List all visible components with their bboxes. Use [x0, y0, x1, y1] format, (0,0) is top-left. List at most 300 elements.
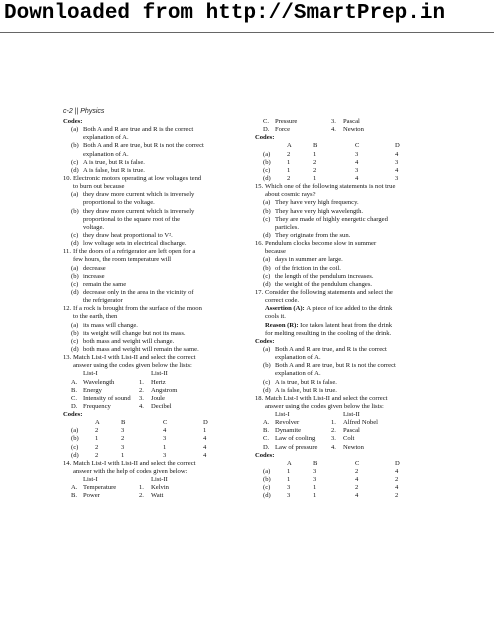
option-text: Both A and R are true, but R is not the correct [275, 362, 396, 370]
code-cell: 2 [395, 476, 399, 484]
answer-option [63, 167, 244, 175]
list-1-item: Force [275, 126, 291, 134]
option-continued [255, 370, 434, 378]
option-label: (d) [263, 280, 271, 288]
list-2-number: 2. [139, 386, 144, 394]
list-1-item: Pressure [275, 118, 298, 125]
answer-option [255, 379, 434, 387]
code-cell: 3 [313, 476, 317, 484]
option-text: the length of the pendulum increases. [275, 272, 374, 280]
codes-heading [63, 411, 244, 419]
option-label: (b) [263, 362, 271, 370]
question-text: cools it. [265, 313, 286, 321]
codes-heading [255, 134, 434, 142]
option-continued [63, 216, 244, 224]
code-cell: C [163, 419, 168, 427]
list-1-letter: C. [263, 118, 270, 125]
list-1-item: Intensity of sound [83, 394, 131, 402]
question-continued [63, 362, 244, 370]
question-text: Which one of the following statements is not true [265, 183, 396, 191]
list-1-item: Revolver [275, 419, 300, 427]
question-number: 16. [255, 240, 264, 248]
list-row [63, 379, 244, 387]
option-label: (b) [263, 264, 271, 272]
answer-option [63, 191, 244, 199]
option-text: voltage. [83, 223, 105, 231]
question-text: Match List-I with List-II and select the correct [73, 459, 196, 467]
question [255, 183, 434, 191]
option-text: explanation of A. [275, 354, 321, 362]
list-2-item: Kelvin [151, 484, 169, 492]
list-1-letter: D. [71, 402, 78, 410]
option-label: (c) [71, 337, 79, 345]
list-row [255, 419, 434, 427]
option-label: (c) [263, 272, 271, 280]
answer-option [255, 208, 434, 216]
option-text: Both A and R are true, and R is the correct [275, 345, 387, 353]
code-cell: (b) [263, 476, 271, 484]
question [63, 305, 244, 313]
code-cell: (d) [263, 174, 271, 182]
codes-label: Codes: [255, 337, 275, 345]
option-continued [255, 354, 434, 362]
code-cell: 1 [313, 174, 317, 182]
code-row [63, 452, 244, 460]
download-banner [0, 0, 494, 34]
code-cell: 4 [395, 468, 399, 476]
codes-heading [255, 338, 434, 346]
option-text: of the friction in the coil. [275, 264, 341, 272]
option-text: They are made of highly energetic charged [275, 215, 388, 223]
list-1-letter: A. [71, 484, 78, 492]
list-row [63, 403, 244, 411]
code-cell: 2 [287, 174, 291, 182]
question-number: 14. [63, 459, 72, 467]
list-2-item: Watt [151, 492, 164, 500]
code-cell: 2 [313, 158, 317, 166]
code-cell: 4 [395, 484, 399, 492]
list-2-item: Colt [343, 435, 355, 443]
code-row [255, 151, 434, 159]
option-label: (c) [71, 158, 79, 166]
option-label: (c) [71, 231, 79, 239]
list-2-item: Newton [343, 126, 364, 134]
code-cell: 4 [163, 427, 167, 435]
code-cell: 1 [313, 150, 317, 158]
code-cell: C [355, 459, 360, 467]
list-1-heading: List-I [83, 476, 98, 484]
answer-option [255, 362, 434, 370]
left-column [63, 118, 244, 501]
question-text: Electronic motors operating at low voltages tend [73, 174, 202, 182]
list-1-letter: C. [263, 435, 270, 443]
code-cell: 4 [203, 435, 207, 443]
list-2-number: 1. [139, 484, 144, 492]
option-text: the refrigerator [83, 297, 123, 305]
right-column [255, 118, 434, 501]
option-text: A is false, but R is true. [275, 386, 337, 394]
question-continued [255, 330, 434, 338]
code-cell: 4 [395, 150, 399, 158]
code-cell: (a) [263, 468, 271, 476]
list-1-letter: D. [263, 126, 270, 134]
answer-option [63, 273, 244, 281]
question-continued [255, 297, 434, 305]
code-cell: 1 [203, 427, 207, 435]
option-text: increase [83, 272, 105, 280]
list-row [63, 484, 244, 492]
code-cell: (d) [71, 451, 79, 459]
question-text: Match List-I with List-II and select the correct [265, 394, 388, 402]
list-2-item: Angstrom [151, 386, 178, 394]
option-label: (a) [71, 264, 79, 272]
list-2-item: Decibel [151, 402, 172, 410]
list-1-heading: List-I [83, 370, 98, 378]
question-continued [63, 468, 244, 476]
option-label: (a) [71, 126, 79, 134]
code-row [255, 159, 434, 167]
option-label: (b) [71, 272, 79, 280]
answer-option [255, 346, 434, 354]
list-1-letter: A. [263, 419, 270, 427]
code-cell: 1 [313, 484, 317, 492]
list-2-item: Newton [343, 443, 364, 451]
question-text: Consider the following statements and select the [265, 288, 393, 296]
assertion-line [255, 305, 434, 313]
question-continued [63, 256, 244, 264]
code-cell: 3 [163, 435, 167, 443]
list-2-number: 4. [331, 126, 336, 134]
code-row [63, 419, 244, 427]
code-cell: A [287, 459, 292, 467]
answer-option [255, 281, 434, 289]
question [255, 289, 434, 297]
answer-option [255, 273, 434, 281]
question-text: Match List-I with List-II and select the correct [73, 354, 196, 362]
banner-text: Downloaded from http://SmartPrep.in [4, 2, 446, 25]
option-text: proportional to the voltage. [83, 199, 155, 207]
list-header [255, 411, 434, 419]
option-text: particles. [275, 223, 299, 231]
code-cell: C [355, 142, 360, 150]
code-row [255, 468, 434, 476]
option-text: its mass will change. [83, 321, 138, 329]
code-cell: 4 [355, 158, 359, 166]
list-2-heading: List-II [343, 411, 360, 419]
code-row [63, 435, 244, 443]
code-cell: 1 [287, 158, 291, 166]
code-cell: 1 [313, 492, 317, 500]
answer-option [255, 387, 434, 395]
code-cell: 1 [287, 476, 291, 484]
code-row [255, 142, 434, 150]
question-text: for melting resulting in the cooling of the drink. [265, 329, 392, 337]
option-text: Both A and R are true and R is the correct [83, 126, 194, 134]
code-row [255, 484, 434, 492]
list-2-number: 2. [139, 492, 144, 500]
code-cell: 2 [355, 484, 359, 492]
code-row [255, 175, 434, 183]
list-1-item: Energy [83, 386, 102, 394]
answer-option [63, 208, 244, 216]
answer-option [63, 142, 244, 150]
list-2-number: 3. [331, 435, 336, 443]
question [63, 460, 244, 468]
option-label: (a) [263, 345, 271, 353]
assertion-label: Assertion (A): [265, 305, 307, 313]
question-continued [63, 313, 244, 321]
question-text: few hours, the room temperature will [73, 256, 172, 264]
list-2-item: Joule [151, 394, 165, 402]
option-text: explanation of A. [83, 134, 129, 142]
answer-option [63, 159, 244, 167]
list-1-item: Wavelength [83, 378, 115, 386]
question-continued [255, 191, 434, 199]
question-text: to the earth, then [73, 313, 118, 321]
option-continued [63, 199, 244, 207]
list-2-number: 2. [331, 427, 336, 435]
list-2-number: 3. [139, 394, 144, 402]
code-cell: 1 [287, 166, 291, 174]
code-cell: (b) [263, 158, 271, 166]
option-label: (b) [71, 142, 79, 150]
option-text: its weight will change but not its mass. [83, 329, 186, 337]
list-2-number: 3. [331, 118, 336, 125]
code-cell: (a) [71, 427, 79, 435]
question-number: 12. [63, 305, 72, 313]
assertion-text: Assertion (A): A piece of ice added to the drink [265, 305, 393, 313]
option-text: Both A and R are true, but R is not the correct [83, 142, 204, 150]
answer-option [255, 216, 434, 224]
code-cell: 2 [95, 451, 99, 459]
list-row [255, 126, 434, 134]
code-cell: 1 [287, 468, 291, 476]
answer-option [63, 265, 244, 273]
code-row [255, 492, 434, 500]
option-text: both mass and weight will remain the same. [83, 345, 199, 353]
option-label: (c) [263, 378, 271, 386]
list-row [63, 492, 244, 500]
code-cell: 3 [313, 468, 317, 476]
list-2-number: 4. [139, 402, 144, 410]
code-row [255, 476, 434, 484]
codes-heading [63, 118, 244, 126]
option-label: (d) [263, 231, 271, 239]
option-label: (a) [263, 199, 271, 207]
code-cell: 3 [395, 174, 399, 182]
list-1-item: Dynamite [275, 427, 302, 435]
code-cell: 3 [287, 484, 291, 492]
option-continued [63, 134, 244, 142]
option-continued [63, 224, 244, 232]
code-cell: 1 [95, 435, 99, 443]
list-2-item: Pascal [343, 118, 360, 125]
question-continued [255, 313, 434, 321]
option-label: (a) [263, 256, 271, 264]
option-text: They have very high frequency. [275, 199, 359, 207]
answer-option [63, 126, 244, 134]
question-text: If the doors of a refrigerator are left open for a [73, 248, 196, 256]
code-cell: B [121, 419, 126, 427]
option-text: they draw more current which is inversely [83, 191, 195, 199]
option-label: (b) [71, 329, 79, 337]
code-cell: B [313, 142, 318, 150]
option-label: (c) [71, 280, 79, 288]
question-text: answer using the codes given below the lists: [265, 402, 384, 410]
option-text: A is true, but R is false. [275, 378, 337, 386]
list-1-item: Law of cooling [275, 435, 316, 443]
answer-option [255, 256, 434, 264]
list-1-letter: B. [71, 386, 78, 394]
list-1-letter: A. [71, 378, 78, 386]
code-cell: (c) [263, 484, 271, 492]
answer-option [255, 265, 434, 273]
code-row [63, 444, 244, 452]
list-1-item: Power [83, 492, 100, 500]
list-2-heading: List-II [151, 476, 168, 484]
question-text: to burn out because [73, 183, 125, 191]
code-cell: 3 [355, 166, 359, 174]
option-label: (b) [263, 207, 271, 215]
answer-option [63, 346, 244, 354]
question-text: Pendulum clocks become slow in summer [265, 240, 377, 248]
code-cell: A [287, 142, 292, 150]
list-1-letter: C. [71, 394, 78, 402]
answer-option [63, 281, 244, 289]
list-2-number: 1. [139, 378, 144, 386]
question-continued [255, 248, 434, 256]
code-cell: D [395, 142, 400, 150]
question [63, 354, 244, 362]
option-label: (d) [71, 345, 79, 353]
answer-option [255, 199, 434, 207]
code-cell: 2 [395, 492, 399, 500]
option-text: low voltage sets in electrical discharge. [83, 240, 187, 248]
code-cell: 4 [355, 492, 359, 500]
code-cell: 3 [163, 451, 167, 459]
code-cell: 3 [287, 492, 291, 500]
code-cell: (b) [71, 435, 79, 443]
option-text: they draw heat proportional to V². [83, 231, 173, 239]
codes-label: Codes: [255, 134, 275, 142]
list-header [63, 370, 244, 378]
option-text: A is true, but R is false. [83, 158, 145, 166]
question-number: 13. [63, 354, 72, 362]
code-cell: 4 [395, 166, 399, 174]
code-cell: 1 [121, 451, 125, 459]
answer-option [63, 322, 244, 330]
codes-label: Codes: [63, 118, 83, 125]
option-text: both mass and weight will change. [83, 337, 175, 345]
code-cell: 2 [95, 443, 99, 451]
option-text: They originate from the sun. [275, 231, 351, 239]
question-continued [255, 403, 434, 411]
code-cell: 2 [121, 435, 125, 443]
list-2-number: 4. [331, 443, 336, 451]
option-label: (b) [71, 207, 79, 215]
option-text: decrease only in the area in the vicinity of [83, 288, 194, 296]
question-number: 10. [63, 174, 72, 182]
code-cell: 3 [355, 150, 359, 158]
code-cell: 2 [95, 427, 99, 435]
list-2-number: 1. [331, 419, 336, 427]
code-cell: 1 [163, 443, 167, 451]
option-text: proportional to the square root of the [83, 215, 181, 223]
codes-heading [255, 452, 434, 460]
code-cell: 4 [203, 443, 207, 451]
option-label: (a) [71, 191, 79, 199]
codes-label: Codes: [255, 451, 275, 459]
answer-option [255, 232, 434, 240]
list-row [255, 427, 434, 435]
option-text: decrease [83, 264, 106, 272]
list-row [255, 444, 434, 452]
code-row [63, 427, 244, 435]
code-cell: (c) [71, 443, 79, 451]
list-row [63, 387, 244, 395]
code-cell: (d) [263, 492, 271, 500]
question-text: because [265, 248, 286, 256]
answer-option [63, 289, 244, 297]
option-text: They have very high wavelength. [275, 207, 364, 215]
option-text: the weight of the pendulum changes. [275, 280, 373, 288]
answer-option [63, 338, 244, 346]
question [63, 175, 244, 183]
option-label: (a) [71, 321, 79, 329]
question-text: If a rock is brought from the surface of the moon [73, 305, 202, 313]
code-cell: 2 [287, 150, 291, 158]
code-cell: (a) [263, 150, 271, 158]
question [255, 240, 434, 248]
question-number: 11. [63, 248, 71, 256]
code-cell: D [203, 419, 208, 427]
answer-option [63, 232, 244, 240]
code-cell: A [95, 419, 100, 427]
code-row [255, 460, 434, 468]
question-number: 15. [255, 183, 264, 191]
question-number: 18. [255, 394, 264, 402]
option-label: (d) [71, 240, 79, 248]
code-row [255, 167, 434, 175]
list-1-letter: D. [263, 443, 270, 451]
question [63, 248, 244, 256]
list-1-item: Law of pressure [275, 443, 318, 451]
list-header [63, 476, 244, 484]
banner-divider [0, 32, 494, 33]
option-label: (d) [71, 166, 79, 174]
code-cell: (c) [263, 166, 271, 174]
answer-option [63, 240, 244, 248]
code-cell: 2 [355, 468, 359, 476]
option-text: they draw more current which is inversely [83, 207, 195, 215]
code-cell: 3 [121, 427, 125, 435]
answer-option [63, 330, 244, 338]
list-row [255, 118, 434, 126]
code-cell: 3 [121, 443, 125, 451]
list-1-item: Temperature [83, 484, 117, 492]
question [255, 395, 434, 403]
list-1-heading: List-I [275, 411, 290, 419]
codes-label: Codes: [63, 411, 83, 419]
code-cell: 2 [313, 166, 317, 174]
list-2-item: Hertz [151, 378, 166, 386]
list-row [255, 435, 434, 443]
option-label: (c) [263, 215, 271, 223]
assertion-label: Reason (R): [265, 321, 301, 329]
option-label: (d) [71, 288, 79, 296]
option-continued [63, 151, 244, 159]
question-text: correct code. [265, 297, 300, 305]
